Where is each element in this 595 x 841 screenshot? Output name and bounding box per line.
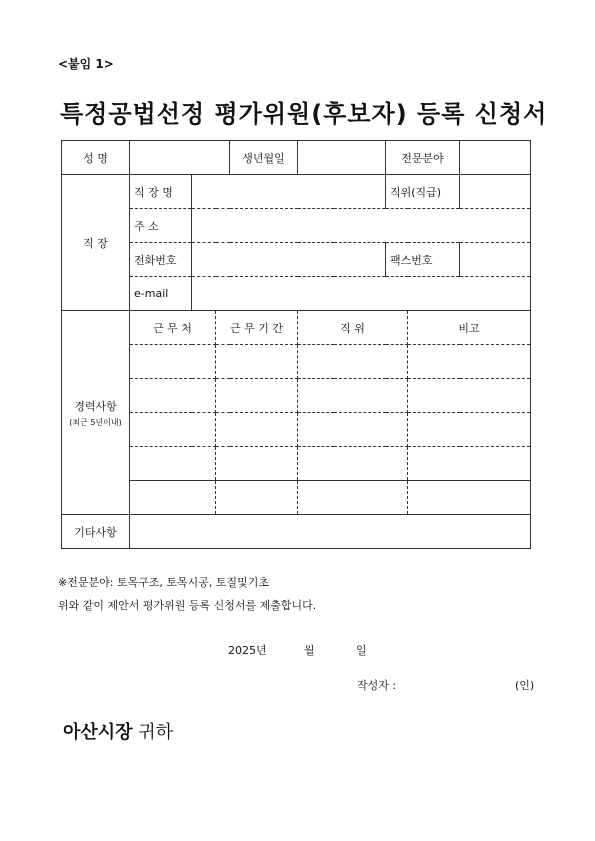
career-cell[interactable] — [408, 379, 531, 413]
email-label: e-mail — [130, 277, 192, 311]
career-cell[interactable] — [130, 379, 216, 413]
address-label: 주 소 — [130, 209, 192, 243]
career-cell[interactable] — [130, 413, 216, 447]
job-label: 직 장 — [62, 175, 130, 311]
seal-label: (인) — [515, 679, 535, 692]
application-form — [61, 140, 531, 549]
career-cell[interactable] — [216, 481, 298, 515]
phone-field[interactable] — [192, 243, 386, 277]
career-cell[interactable] — [408, 413, 531, 447]
date-line — [228, 642, 367, 658]
date-year: 2025년 — [228, 644, 267, 657]
career-cell[interactable] — [298, 379, 408, 413]
career-cell[interactable] — [216, 379, 298, 413]
career-row — [62, 379, 531, 413]
career-cell[interactable] — [216, 345, 298, 379]
other-label: 기타사항 — [62, 515, 130, 549]
position-field[interactable] — [460, 175, 531, 209]
fax-field[interactable] — [460, 243, 531, 277]
field-field[interactable] — [460, 141, 531, 175]
career-cell[interactable] — [130, 447, 216, 481]
career-row — [62, 447, 531, 481]
field-note: ※전문분야: 토목구조, 토목시공, 토질및기초 — [58, 576, 270, 589]
career-cell[interactable] — [298, 447, 408, 481]
phone-label: 전화번호 — [130, 243, 192, 277]
addressee — [63, 718, 173, 744]
career-header-remarks: 비고 — [408, 311, 531, 345]
career-cell[interactable] — [298, 481, 408, 515]
page-title: 특정공법선정 평가위원(후보자) 등록 신청서 — [60, 100, 548, 128]
career-cell[interactable] — [298, 413, 408, 447]
field-label: 전문분야 — [386, 141, 460, 175]
career-header-position: 직 위 — [298, 311, 408, 345]
date-day: 일 — [356, 644, 367, 657]
workplace-label: 직 장 명 — [130, 175, 192, 209]
address-field[interactable] — [192, 209, 531, 243]
career-row — [62, 481, 531, 515]
other-field[interactable] — [130, 515, 531, 549]
career-cell[interactable] — [216, 413, 298, 447]
career-row — [62, 345, 531, 379]
name-label: 성 명 — [62, 141, 130, 175]
career-cell[interactable] — [130, 345, 216, 379]
career-sub-label: (최근 5년이내) — [69, 417, 122, 427]
email-field[interactable] — [192, 277, 531, 311]
career-cell[interactable] — [408, 345, 531, 379]
career-cell[interactable] — [216, 447, 298, 481]
fax-label: 팩스번호 — [386, 243, 460, 277]
date-month: 월 — [304, 644, 315, 657]
author-label: 작성자 : — [357, 679, 397, 692]
addressee-name: 아산시장 — [63, 722, 133, 743]
name-field[interactable] — [130, 141, 230, 175]
career-cell[interactable] — [298, 345, 408, 379]
career-label: 경력사항 (최근 5년이내) — [62, 311, 130, 515]
career-header-workplace: 근 무 처 — [130, 311, 216, 345]
birth-label: 생년월일 — [230, 141, 298, 175]
submit-statement: 위와 같이 제안서 평가위원 등록 신청서를 제출합니다. — [58, 599, 317, 612]
position-label: 직위(직급) — [386, 175, 460, 209]
career-row — [62, 413, 531, 447]
workplace-field[interactable] — [192, 175, 386, 209]
birth-field[interactable] — [298, 141, 386, 175]
addressee-suffix: 귀하 — [138, 722, 174, 743]
career-cell[interactable] — [408, 481, 531, 515]
career-header-period: 근 무 기 간 — [216, 311, 298, 345]
attachment-label: <붙임 1> — [58, 57, 114, 71]
career-cell[interactable] — [130, 481, 216, 515]
career-cell[interactable] — [408, 447, 531, 481]
